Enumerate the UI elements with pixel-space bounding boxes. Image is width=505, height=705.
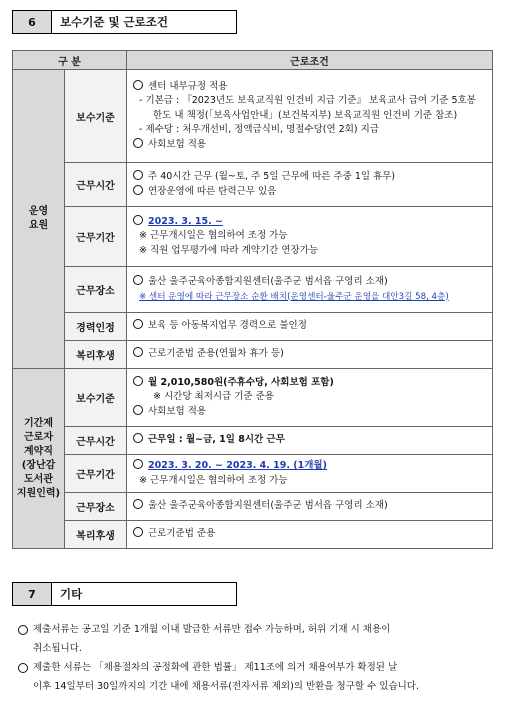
table-row [13, 455, 493, 493]
table-row [13, 341, 493, 369]
table-row [13, 427, 493, 455]
table-row [13, 521, 493, 549]
circle-bullet-icon [133, 376, 143, 386]
circle-bullet-icon [133, 275, 143, 285]
working-conditions-table [12, 50, 493, 549]
circle-bullet-icon [133, 138, 143, 148]
section-title: 기타 [52, 582, 237, 606]
circle-bullet-icon [18, 663, 28, 673]
row-content: 2023. 3. 20. ~ 2023. 4. 19. (1개월) ※ 근무개시일은 협의하여 조정 가능 [127, 455, 493, 493]
table-row [13, 369, 493, 427]
row-content: 보육 등 아동복지업무 경력으로 불인정 [127, 313, 493, 341]
circle-bullet-icon [133, 527, 143, 537]
circle-bullet-icon [18, 625, 28, 635]
section-6-header [12, 10, 237, 34]
row-content: 월 2,010,580원(주휴수당, 사회보험 포함) ※ 시간당 최저시급 기준 준용 사회보험 적용 [127, 369, 493, 427]
list-item: 제출한 서류는 「채용절차의 공정화에 관한 법률」 제11조에 의거 채용여부가 확정된 날 이후 14일부터 30일까지의 기간 내에 채용서류(전자서류 제외)의 반환을 청구할 수 있습니다. [18, 658, 498, 696]
row-content: 2023. 3. 15. ~ ※ 근무개시일은 협의하여 조정 가능 ※ 직원 업무평가에 따라 계약기간 연장가능 [127, 207, 493, 267]
row-label: 복리후생 [65, 521, 127, 549]
row-content: 근무일 : 월~금, 1일 8시간 근무 [127, 427, 493, 455]
row-label: 복리후생 [65, 341, 127, 369]
circle-bullet-icon [133, 319, 143, 329]
circle-bullet-icon [133, 433, 143, 443]
list-item: 제출서류는 공고일 기준 1개월 이내 발급한 서류만 접수 가능하며, 허위 기재 시 채용이 취소됩니다. [18, 620, 498, 658]
circle-bullet-icon [133, 405, 143, 415]
row-label: 경력인정 [65, 313, 127, 341]
table-row [13, 70, 493, 163]
header-conditions: 근로조건 [127, 51, 493, 70]
row-label: 보수기준 [65, 369, 127, 427]
section-7-header [12, 582, 237, 606]
circle-bullet-icon [133, 499, 143, 509]
section-number: 6 [12, 10, 52, 34]
circle-bullet-icon [133, 347, 143, 357]
row-content: 주 40시간 근무 (월~토, 주 5일 근무에 따른 주중 1일 휴무) 연장운영에 따른 탄력근무 있음 [127, 163, 493, 207]
header-category: 구 분 [13, 51, 127, 70]
row-content: 울산 울주군육아종합지원센터(울주군 범서읍 구영리 소재) ※ 센터 운영에 따라 근무장소 순환 배치(운영센터-울주군 운영을 대안3길 58, 4층) [127, 267, 493, 313]
row-label: 근무시간 [65, 427, 127, 455]
row-label: 근무기간 [65, 455, 127, 493]
notes-list [18, 620, 498, 696]
table-row [13, 163, 493, 207]
row-label: 근무기간 [65, 207, 127, 267]
section-title: 보수기준 및 근로조건 [52, 10, 237, 34]
section-number: 7 [12, 582, 52, 606]
row-label: 근무장소 [65, 267, 127, 313]
circle-bullet-icon [133, 170, 143, 180]
row-label: 근무장소 [65, 493, 127, 521]
table-row [13, 493, 493, 521]
table-header-row [13, 51, 493, 70]
circle-bullet-icon [133, 185, 143, 195]
circle-bullet-icon [133, 80, 143, 90]
group-label-contract: 기간제 근로자 계약직 (장난감 도서관 지원인력) [13, 369, 65, 549]
table-row [13, 267, 493, 313]
row-content: 근로기준법 준용 [127, 521, 493, 549]
row-label: 보수기준 [65, 70, 127, 163]
row-content: 울산 울주군육아종합지원센터(울주군 범서읍 구영리 소재) [127, 493, 493, 521]
circle-bullet-icon [133, 459, 143, 469]
group-label-staff: 운영 요원 [13, 70, 65, 369]
table-row [13, 313, 493, 341]
circle-bullet-icon [133, 215, 143, 225]
row-label: 근무시간 [65, 163, 127, 207]
row-content: 근로기준법 준용(연월차 휴가 등) [127, 341, 493, 369]
table-row [13, 207, 493, 267]
row-content: 센터 내부규정 적용 - 기본급 : 『2023년도 보육교직원 인건비 지급 기준』 보육교사 급여 기준 5호봉 한도 내 책정(「보육사업안내」(보건복지부) 보육교직원 인건비 기준 참조) - 제수당 : 처우개선비, 정액급식비, 명절수당(연 2회) 지급 사회보험 적용 [127, 70, 493, 163]
